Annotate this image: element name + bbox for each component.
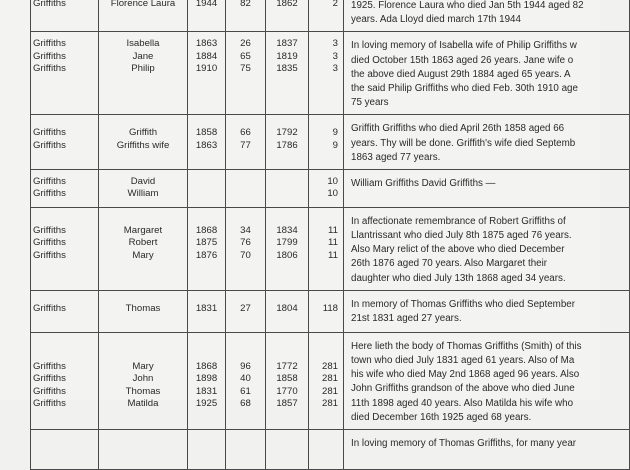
born-line: 1837 <box>276 38 298 50</box>
surname-line: Griffiths <box>33 139 66 151</box>
inscription-line: Llantrissant who died July 8th 1875 aged 76 years. <box>351 230 572 242</box>
inscription-line: 11th 1898 aged 40 years. Also Matilda his wife who <box>351 397 574 409</box>
inscription-line: 21st 1831 aged 27 years. <box>351 313 462 325</box>
age-line: 66 <box>240 127 251 139</box>
record-row <box>31 332 630 429</box>
inscription-line: daughter who died July 13th 1868 aged 34 years. <box>351 272 566 284</box>
grave-cell <box>309 0 344 32</box>
forename-line: Florence Laura <box>110 0 176 9</box>
inscription-line: In loving memory of Isabella wife of Philip Griffiths w <box>351 40 577 52</box>
inscription-line: Here lieth the body of Thomas Griffiths (Smith) of this <box>351 340 582 352</box>
inscription-line: the above died August 29th 1884 aged 65 years. A <box>351 68 571 80</box>
born-cell <box>266 170 309 208</box>
inscription-line: years. Ada Lloyd died march 17th 1944 <box>351 14 521 26</box>
born-cell <box>266 207 309 290</box>
born-line: 1804 <box>276 302 298 314</box>
born-line: 1835 <box>276 63 298 75</box>
grave-line: 3 <box>332 50 338 62</box>
age-line: 96 <box>240 360 251 372</box>
forename-line: Thomas <box>125 302 161 314</box>
forename-cell <box>99 32 188 115</box>
age-line: 68 <box>240 398 251 410</box>
forename-line: Margaret <box>123 224 163 236</box>
born-line: 1799 <box>276 237 298 249</box>
born-line: 1819 <box>276 50 298 62</box>
born-line: 1786 <box>276 139 298 151</box>
record-row <box>31 115 630 170</box>
grave-line: 281 <box>321 398 338 410</box>
inscription-line: 1925. Florence Laura who died Jan 5th 1944 aged 82 <box>351 0 584 11</box>
age-cell <box>226 170 266 208</box>
born-line: 1857 <box>276 398 298 410</box>
record-row <box>31 32 630 115</box>
died-cell <box>188 170 226 208</box>
grave-line: 281 <box>321 385 338 397</box>
record-row <box>31 290 630 332</box>
grave-cell <box>309 32 344 115</box>
record-row <box>31 430 630 470</box>
forename-line: Mary <box>132 249 154 261</box>
inscription-line: 75 years <box>351 97 389 109</box>
age-line: 61 <box>240 385 251 397</box>
surname-cell <box>31 115 99 170</box>
surname-line: Griffiths <box>33 50 66 62</box>
age-cell <box>226 32 266 115</box>
inscription-line: In loving memory of Thomas Griffiths, for many year <box>351 438 577 450</box>
grave-line: 3 <box>332 38 338 50</box>
born-line: 1858 <box>276 373 298 385</box>
born-line: 1834 <box>276 224 298 236</box>
born-line: 1806 <box>276 249 298 261</box>
died-line: 1863 <box>195 38 218 50</box>
died-line: 1858 <box>195 127 218 139</box>
grave-cell <box>309 332 344 429</box>
age-line: 70 <box>240 249 251 261</box>
forename-line: Griffiths wife <box>116 139 170 151</box>
born-cell <box>266 32 309 115</box>
record-row <box>31 170 630 208</box>
age-cell <box>226 0 266 32</box>
forename-cell <box>99 115 188 170</box>
surname-cell <box>31 32 99 115</box>
grave-line: 9 <box>332 127 338 139</box>
grave-cell <box>309 170 344 208</box>
inscription-line: 26th 1876 aged 70 years. Also Margaret their <box>351 258 548 270</box>
surname-line: Griffiths <box>33 224 66 236</box>
died-cell <box>188 207 226 290</box>
surname-line: Griffiths <box>33 176 66 188</box>
died-line: 1875 <box>195 237 218 249</box>
forename-line: Jane <box>132 50 154 62</box>
died-cell <box>188 430 226 470</box>
inscription-line: In affectionate remembrance of Robert Griffiths of <box>351 215 566 227</box>
surname-line: Griffiths <box>33 385 66 397</box>
inscription-line: his wife who died May 2nd 1868 aged 96 years. Also <box>351 369 580 381</box>
died-cell <box>188 32 226 115</box>
age-cell <box>226 207 266 290</box>
inscription-line: died October 15th 1863 aged 26 years. Jane wife o <box>351 54 574 66</box>
inscription-line: In memory of Thomas Griffiths who died September <box>351 298 575 310</box>
age-line: 27 <box>240 302 251 314</box>
forename-line: Mary <box>132 360 154 372</box>
died-line: 1863 <box>195 139 218 151</box>
surname-line: Griffiths <box>33 237 66 249</box>
surname-line: Griffiths <box>33 302 66 314</box>
grave-line: 9 <box>332 139 338 151</box>
surname-cell <box>31 207 99 290</box>
born-line: 1770 <box>276 385 298 397</box>
surname-cell <box>31 290 99 332</box>
died-line: 1910 <box>195 63 218 75</box>
inscription-cell <box>344 207 630 290</box>
forename-cell <box>99 207 188 290</box>
forename-line: Isabella <box>126 38 160 50</box>
grave-cell <box>309 290 344 332</box>
age-line: 75 <box>240 63 251 75</box>
burial-records-table <box>30 0 630 470</box>
inscription-cell <box>344 332 630 429</box>
surname-cell <box>31 332 99 429</box>
age-line: 65 <box>240 50 251 62</box>
died-cell <box>188 290 226 332</box>
forename-line: Thomas <box>125 385 161 397</box>
died-line: 1876 <box>195 249 218 261</box>
surname-line: Griffiths <box>33 0 66 9</box>
inscription-line: died December 16th 1925 aged 68 years. <box>351 411 532 423</box>
surname-line: Griffiths <box>33 360 66 372</box>
died-line: 1944 <box>195 0 218 9</box>
grave-line: 281 <box>321 360 338 372</box>
died-line: 1831 <box>195 385 218 397</box>
died-cell <box>188 115 226 170</box>
born-cell <box>266 332 309 429</box>
forename-line: Robert <box>128 237 158 249</box>
forename-line: Griffith <box>128 127 158 139</box>
inscription-line: Also Mary relict of the above who died December <box>351 244 565 256</box>
surname-line: Griffiths <box>33 127 66 139</box>
died-cell <box>188 0 226 32</box>
grave-line: 3 <box>332 63 338 75</box>
inscription-cell <box>344 430 630 470</box>
forename-cell <box>99 430 188 470</box>
forename-cell <box>99 290 188 332</box>
inscription-line: John Griffiths grandson of the above who died June <box>351 383 575 395</box>
forename-line: John <box>132 373 154 385</box>
inscription-line: the said Philip Griffiths who died Feb. 30th 1910 age <box>351 83 578 95</box>
grave-line: 11 <box>328 224 338 236</box>
grave-line: 118 <box>322 302 338 314</box>
age-line: 76 <box>240 237 251 249</box>
forename-cell <box>99 0 188 32</box>
inscription-cell <box>344 32 630 115</box>
died-line: 1884 <box>195 50 218 62</box>
inscription-line: years. Thy will be done. Griffith's wife died Septemb <box>351 137 576 149</box>
born-cell <box>266 0 309 32</box>
died-line: 1925 <box>195 398 218 410</box>
inscription-cell <box>344 0 630 32</box>
surname-line: Griffiths <box>33 188 66 200</box>
inscription-cell <box>344 170 630 208</box>
inscription-cell <box>344 290 630 332</box>
age-line: 82 <box>240 0 251 9</box>
forename-line: Philip <box>131 63 155 75</box>
grave-line: 11 <box>328 237 338 249</box>
grave-line: 10 <box>327 188 338 200</box>
surname-cell <box>31 0 99 32</box>
surname-cell <box>31 170 99 208</box>
forename-line: David <box>130 176 156 188</box>
born-cell <box>266 430 309 470</box>
forename-line: Matilda <box>127 398 159 410</box>
age-line: 40 <box>240 373 251 385</box>
age-line: 77 <box>240 139 251 151</box>
surname-line: Griffiths <box>33 373 66 385</box>
surname-line: Griffiths <box>33 63 66 75</box>
surname-cell <box>31 430 99 470</box>
died-line: 1831 <box>195 302 218 314</box>
records-body <box>31 0 630 470</box>
born-cell <box>266 115 309 170</box>
grave-line: 281 <box>321 373 338 385</box>
inscription-line: William Griffiths David Griffiths — <box>351 178 496 190</box>
age-line: 34 <box>240 224 251 236</box>
born-cell <box>266 290 309 332</box>
inscription-cell <box>344 115 630 170</box>
surname-line: Griffiths <box>33 249 66 261</box>
grave-cell <box>309 430 344 470</box>
age-line: 26 <box>240 38 251 50</box>
born-line: 1772 <box>276 360 298 372</box>
inscription-line: town who died July 1831 aged 61 years. Also of Ma <box>351 355 575 367</box>
surname-line: Griffiths <box>33 38 66 50</box>
grave-cell <box>309 115 344 170</box>
grave-line: 10 <box>327 176 338 188</box>
surname-line: Griffiths <box>33 398 66 410</box>
grave-line: 11 <box>328 249 338 261</box>
forename-cell <box>99 170 188 208</box>
died-line: 1868 <box>195 360 218 372</box>
age-cell <box>226 332 266 429</box>
died-cell <box>188 332 226 429</box>
inscription-line: 1863 aged 77 years. <box>351 151 441 163</box>
age-cell <box>226 290 266 332</box>
forename-line: William <box>127 188 159 200</box>
age-cell <box>226 115 266 170</box>
died-line: 1898 <box>195 373 218 385</box>
grave-cell <box>309 207 344 290</box>
born-line: 1792 <box>276 127 298 139</box>
forename-cell <box>99 332 188 429</box>
record-row <box>31 0 630 32</box>
grave-line: 2 <box>332 0 338 9</box>
record-row <box>31 207 630 290</box>
inscription-line: Griffith Griffiths who died April 26th 1858 aged 66 <box>351 123 565 135</box>
age-cell <box>226 430 266 470</box>
born-line: 1862 <box>276 0 298 9</box>
died-line: 1868 <box>195 224 218 236</box>
